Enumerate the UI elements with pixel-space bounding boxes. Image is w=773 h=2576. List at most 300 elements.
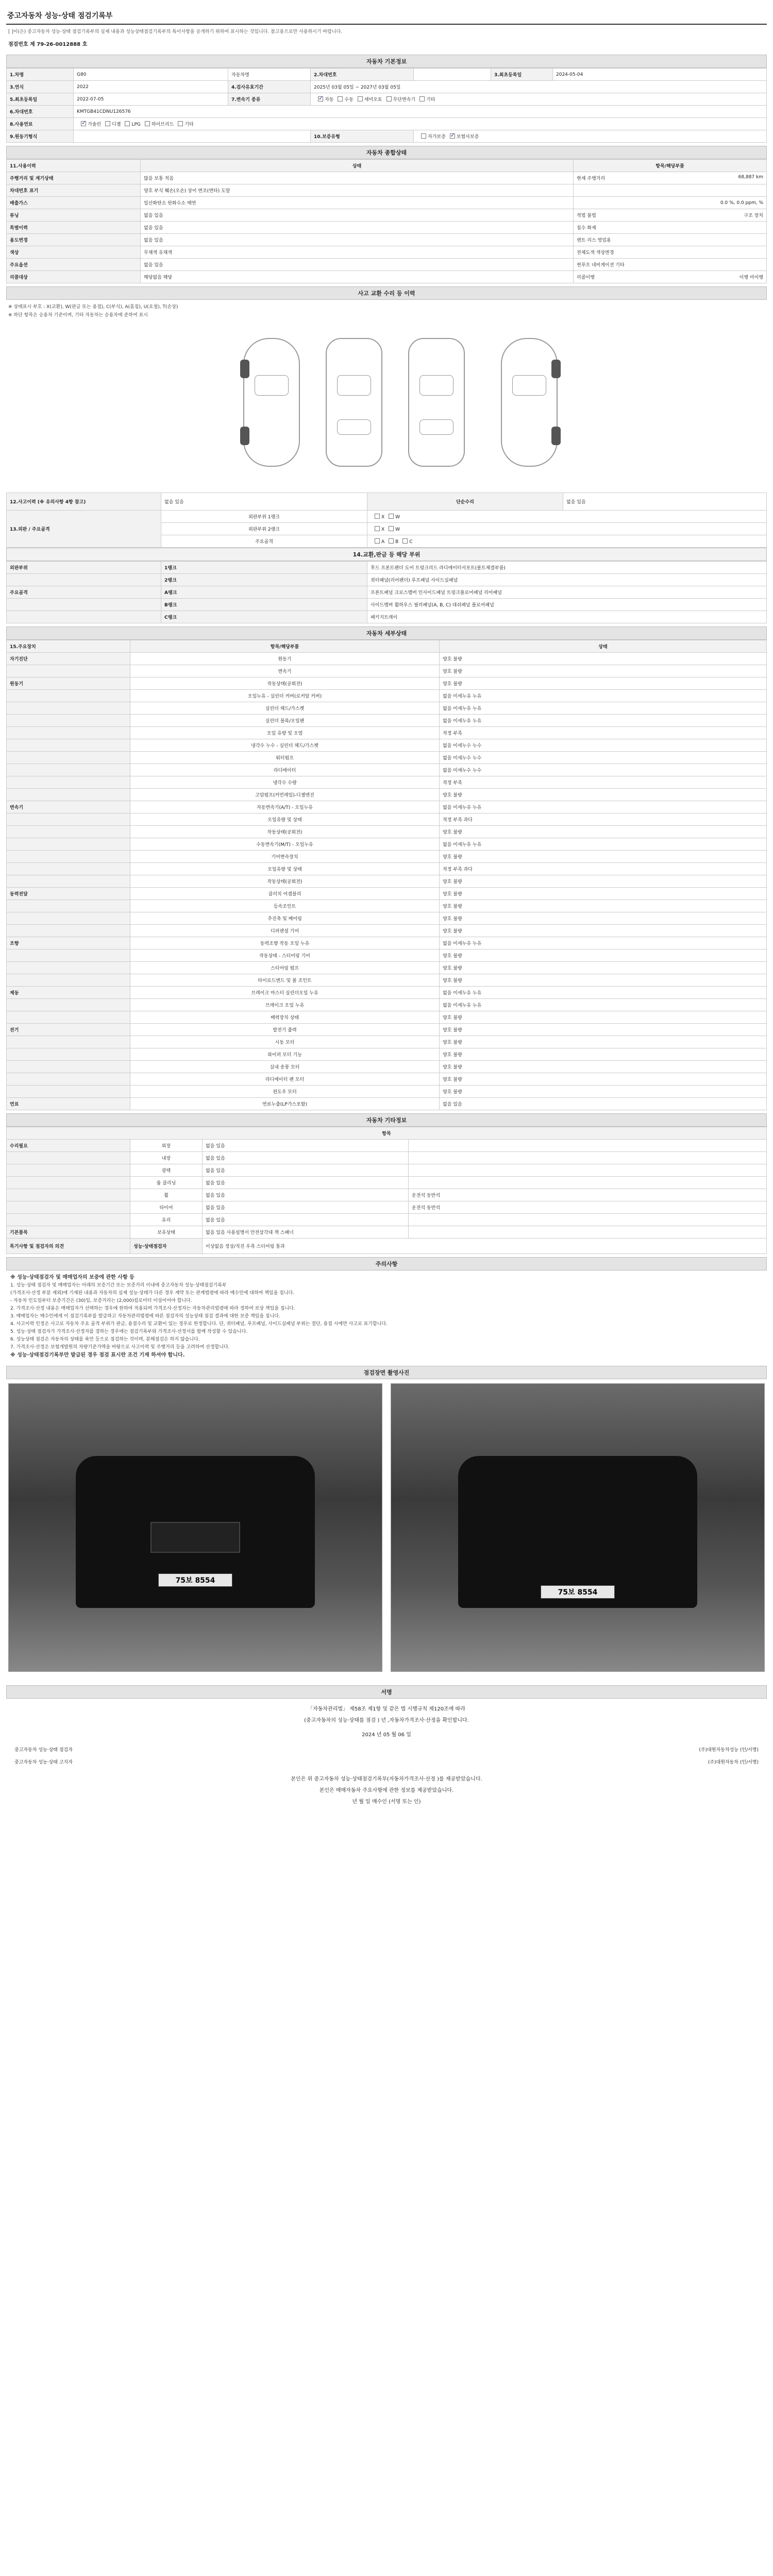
- detail-item: 시동 모터: [130, 1036, 440, 1048]
- overall-row: [7, 184, 767, 197]
- parts-row: [7, 586, 767, 599]
- overall-row: [7, 209, 767, 222]
- overall-label: 특별이력: [7, 222, 141, 234]
- other-row: [7, 1152, 767, 1164]
- wheel-icon: [551, 360, 561, 378]
- detail-status: 양호 불량: [440, 789, 767, 801]
- overall-table: [6, 159, 767, 283]
- detail-status: 양호 불량: [440, 888, 767, 900]
- parts-cell: B랭크: [161, 599, 367, 611]
- detail-group: [7, 752, 130, 764]
- checkbox: [450, 133, 455, 139]
- parts-cell: 패키지트레이: [367, 611, 767, 623]
- detail-item: 오일유량 및 상태: [130, 814, 440, 826]
- other-item: 광택: [130, 1164, 203, 1177]
- basic-label: 8.사용연료: [7, 118, 74, 130]
- car-top-frame-icon: [408, 338, 465, 467]
- checkbox: [358, 96, 363, 101]
- detail-item: 수동변속기(M/T) - 오일누유: [130, 838, 440, 851]
- note-line: (가격조사·산정 부분 제외)에 기재된 내용과 자동차의 실제 성능·상태가 다른 경우 계약 또는 관계법령에 따라 매수인에 대하여 책임을 집니다.: [10, 1291, 295, 1296]
- overall-value: 양호 부식 훼손(오손) 상이 변조(변타) 도말: [141, 184, 574, 197]
- checkbox: [178, 121, 183, 126]
- other-status: 없음 있음: [203, 1201, 409, 1214]
- detail-item: 배력장치 상태: [130, 1011, 440, 1024]
- detail-group: [7, 776, 130, 789]
- other-status: 없음 있음: [203, 1152, 409, 1164]
- detail-row: [7, 801, 767, 814]
- detail-row: [7, 888, 767, 900]
- detail-row: [7, 1011, 767, 1024]
- detail-item: 라디에이터 팬 모터: [130, 1073, 440, 1086]
- overall-row: [7, 197, 767, 209]
- overall-value: 해당없음 해당: [141, 271, 574, 283]
- sign-line: 본인은 위 중고자동차 성능·상태점검기록부(자동차가격조사·산정 )를 제공받았습니다.: [291, 1776, 482, 1782]
- detail-status: 양호 불량: [440, 1048, 767, 1061]
- detail-group: 변속기: [7, 801, 130, 814]
- overall-note-value: 이행 미이행: [739, 275, 763, 280]
- other-status: 없음 있음: [203, 1164, 409, 1177]
- detail-status: 없음 미세누유 누유: [440, 999, 767, 1011]
- checkbox: [145, 121, 150, 126]
- other-row: [7, 1214, 767, 1226]
- sign-line: (중고자동차의 성능·상태를 점검 ) 년 ,자동차가격조사·산정을 확인합니다.: [304, 1718, 469, 1723]
- other-group: 수리필요: [7, 1140, 130, 1152]
- detail-row: [7, 999, 767, 1011]
- option-label: 수동: [344, 97, 354, 103]
- accident-value: 없음 있음: [161, 493, 367, 511]
- other-extra: [409, 1152, 767, 1164]
- other-status: 없음 있음 사용설명서 안전삼각대 잭 스패너: [203, 1226, 409, 1239]
- overall-value: 없음 있음: [141, 222, 574, 234]
- checkbox: [375, 538, 380, 544]
- section-basic: 자동차 기본정보: [6, 55, 767, 68]
- overall-note: [574, 222, 767, 234]
- parts-cell: 후드 프론트펜더 도어 트렁크리드 라디에이터서포트(볼트체결부품): [367, 562, 767, 574]
- detail-item: 브레이크 오일 누유: [130, 999, 440, 1011]
- overall-label: 튜닝: [7, 209, 141, 222]
- overall-note-value: 68,887 km: [738, 175, 763, 180]
- opinion-text: 이상없음 정상/직진 우측 스티어링 통과: [203, 1239, 767, 1254]
- detail-row: [7, 1098, 767, 1110]
- parts-row: [7, 574, 767, 586]
- parts-row: 외판부위 2랭크: [161, 523, 367, 535]
- option-label: 기타: [426, 97, 435, 103]
- detail-row: [7, 814, 767, 826]
- detail-status: 양호 불량: [440, 875, 767, 888]
- basic-value: 2025년 03월 05일 ~ 2027년 03월 05일: [311, 81, 767, 93]
- basic-value: 2022-07-05: [74, 93, 228, 106]
- other-group: [7, 1201, 130, 1214]
- detail-row: [7, 1061, 767, 1073]
- basic-label: 7.변속기 종류: [228, 93, 311, 106]
- checkbox: [419, 96, 425, 101]
- other-extra: [409, 1226, 767, 1239]
- detail-row: [7, 702, 767, 715]
- detail-group: 자기진단: [7, 653, 130, 665]
- checkbox: [125, 121, 130, 126]
- overall-note-value: 0.0 %, 0.0 ppm, %: [720, 200, 763, 206]
- checkbox: [421, 133, 426, 139]
- sign-block: [6, 1699, 767, 1813]
- detail-item: 스티어링 펌프: [130, 962, 440, 974]
- parts-options: A B C: [367, 535, 767, 548]
- detail-status: 양호 불량: [440, 1024, 767, 1036]
- other-extra: [409, 1140, 767, 1152]
- detail-status: 적정 부족: [440, 727, 767, 739]
- basic-value: G80: [74, 69, 228, 81]
- overall-label: 용도변경: [7, 234, 141, 246]
- detail-status: 없음 미세누유 누유: [440, 937, 767, 950]
- option-label: 보험사보증: [456, 134, 479, 140]
- detail-group: [7, 950, 130, 962]
- overall-note-value: 구조 장치: [744, 213, 763, 218]
- basic-value: KMTGB41CDNU126576: [74, 106, 767, 118]
- detail-row: [7, 715, 767, 727]
- section-sign: 서명: [6, 1685, 767, 1699]
- detail-group: [7, 1011, 130, 1024]
- detail-group: [7, 863, 130, 875]
- detail-status: 없음 미세누유 누유: [440, 838, 767, 851]
- overall-value: 없음 있음: [141, 234, 574, 246]
- detail-status: 양호 불량: [440, 1086, 767, 1098]
- detail-status: 없음 미세누수 누수: [440, 752, 767, 764]
- detail-item: 타이로드엔드 및 볼 조인트: [130, 974, 440, 987]
- detail-head: 15.주요장치: [7, 640, 130, 653]
- legend-line: ※ 하단 항목은 승용차 기준이며, 기타 자동차는 승용차에 준하여 표시: [8, 313, 148, 318]
- detail-item: 와이퍼 모터 기능: [130, 1048, 440, 1061]
- note-line: - 자동차 인도일부터 보증기간은 (30)일, 보증거리는 (2,000)킬로미터 이상이어야 합니다.: [10, 1298, 192, 1303]
- parts-row: [7, 562, 767, 574]
- detail-item: 브레이크 마스터 실린더오일 누유: [130, 987, 440, 999]
- overall-head: 11.사용이력: [7, 160, 141, 172]
- detail-status: 적정 부족 과다: [440, 863, 767, 875]
- detail-row: [7, 1024, 767, 1036]
- section-damage: 사고 교환 수리 등 이력: [6, 286, 767, 300]
- parts-table: [6, 561, 767, 623]
- detail-item: 실린더 헤드/가스켓: [130, 702, 440, 715]
- detail-item: 추진축 및 베어링: [130, 912, 440, 925]
- detail-item: 연료누출(LP가스포함): [130, 1098, 440, 1110]
- car-side-left-icon: [243, 338, 300, 467]
- detail-row: [7, 752, 767, 764]
- detail-status: 양호 불량: [440, 677, 767, 690]
- other-status: 없음 있음: [203, 1140, 409, 1152]
- notes-block: [6, 1270, 767, 1363]
- overall-note-label: 렌트 리스 영업용: [577, 238, 611, 243]
- parts-row: 주요골격: [161, 535, 367, 548]
- overall-label: 배출가스: [7, 197, 141, 209]
- detail-row: [7, 937, 767, 950]
- other-extra: [409, 1214, 767, 1226]
- rear-photo: [391, 1383, 765, 1672]
- checkbox: [389, 526, 394, 531]
- detail-status: 없음 미세누유 누유: [440, 987, 767, 999]
- parts-cell: C랭크: [161, 611, 367, 623]
- basic-label: 5.최초등록일: [7, 93, 74, 106]
- detail-head: 항목/해당부품: [130, 640, 440, 653]
- detail-status: 양호 불량: [440, 974, 767, 987]
- parts-label: 13.외판 / 주요골격: [7, 511, 161, 548]
- basic-value: [74, 130, 311, 143]
- detail-item: 실내 송풍 모터: [130, 1061, 440, 1073]
- detail-item: 오일유량 및 상태: [130, 863, 440, 875]
- other-group: [7, 1177, 130, 1189]
- option-label: 자동: [325, 97, 334, 103]
- option-label: 하이브리드: [151, 122, 174, 127]
- license-plate: 75보 8554: [541, 1585, 615, 1599]
- parts-row: [7, 599, 767, 611]
- other-group: [7, 1164, 130, 1177]
- detail-row: [7, 1036, 767, 1048]
- overall-note: [574, 184, 767, 197]
- detail-item: 기어변속장치: [130, 851, 440, 863]
- detail-item: 동력조향 작동 오일 누유: [130, 937, 440, 950]
- detail-group: [7, 900, 130, 912]
- overall-label: 차대번호 표기: [7, 184, 141, 197]
- detail-item: 클러치 어셈블리: [130, 888, 440, 900]
- detail-status: 양호 불량: [440, 1073, 767, 1086]
- checkbox: [81, 121, 86, 126]
- detail-item: 자동변속기(A/T) - 오일누유: [130, 801, 440, 814]
- detail-status: 양호 불량: [440, 1036, 767, 1048]
- overall-note: [574, 197, 767, 209]
- basic-label: 1.차명: [7, 69, 74, 81]
- detail-status: 없음 미세누유 누유: [440, 702, 767, 715]
- overall-row: [7, 271, 767, 283]
- detail-group: [7, 875, 130, 888]
- note-line: 1. 성능·상태 점검자 및 매매업자는 아래의 보증기간 또는 보증거리 이내에 중고자동차 성능·상태점검기록부: [10, 1283, 227, 1288]
- other-item: 외장: [130, 1140, 203, 1152]
- detail-group: [7, 838, 130, 851]
- transmission-options: [311, 93, 767, 106]
- detail-row: [7, 1048, 767, 1061]
- other-row: [7, 1140, 767, 1152]
- detail-group: [7, 1061, 130, 1073]
- wheel-icon: [240, 427, 249, 445]
- detail-item: 윈도우 모터: [130, 1086, 440, 1098]
- detail-group: [7, 1073, 130, 1086]
- detail-row: [7, 912, 767, 925]
- other-item: 휠: [130, 1189, 203, 1201]
- other-group: [7, 1189, 130, 1201]
- parts-cell: A랭크: [161, 586, 367, 599]
- detail-item: 고압펌프(커먼레일)-디젤엔진: [130, 789, 440, 801]
- detail-row: [7, 653, 767, 665]
- opinion-label: 특기사항 및 점검자의 의견: [7, 1239, 130, 1254]
- other-item: 룸 클리닝: [130, 1177, 203, 1189]
- detail-status: 없음 미세누수 누수: [440, 764, 767, 776]
- detail-row: [7, 826, 767, 838]
- sign-entity: (주)대원자동차 (인/서명): [708, 1760, 759, 1765]
- other-status: 없음 있음: [203, 1214, 409, 1226]
- overall-note: [574, 259, 767, 271]
- front-photo: [8, 1383, 382, 1672]
- wheel-icon: [551, 427, 561, 445]
- detail-group: 연료: [7, 1098, 130, 1110]
- repair-value: 없음 있음: [563, 493, 767, 511]
- note-line: 2. 가격조사·산정 내용은 매매업자가 선택하는 경우에 한하여 적용되며 가격조사·산정자는 자동차관리법령에 따라 정하여 보상 책임을 집니다.: [10, 1306, 295, 1311]
- detail-group: [7, 665, 130, 677]
- other-extra: 운전석 동반석: [409, 1189, 767, 1201]
- section-notes: 주의사항: [6, 1257, 767, 1270]
- detail-group: 제동: [7, 987, 130, 999]
- parts-options: X W: [367, 511, 767, 523]
- overall-value: 없음 있음: [141, 259, 574, 271]
- detail-status: 양호 불량: [440, 900, 767, 912]
- overall-label: 색상: [7, 246, 141, 259]
- parts-cell: 사이드멤버 휠하우스 필러패널(A, B, C) 대쉬패널 플로어패널: [367, 599, 767, 611]
- window-icon: [337, 375, 371, 396]
- parts-cell: 프론트패널 크로스멤버 인사이드패널 트렁크플로어패널 리어패널: [367, 586, 767, 599]
- detail-group: [7, 925, 130, 937]
- detail-status: 적정 부족 과다: [440, 814, 767, 826]
- basic-value: 2024-05-04: [553, 69, 767, 81]
- detail-row: [7, 789, 767, 801]
- detail-row: [7, 925, 767, 937]
- other-row: [7, 1177, 767, 1189]
- inspection-number: 점검번호 제 79-26-0012888 호: [8, 42, 88, 47]
- overall-value: 일산화탄소 탄화수소 매연: [141, 197, 574, 209]
- other-extra: [409, 1164, 767, 1177]
- overall-note-label: 적법 불법: [577, 213, 596, 218]
- detail-item: 작동상태(공회전): [130, 875, 440, 888]
- basic-label: 6.차대번호: [7, 106, 74, 118]
- overall-row: [7, 234, 767, 246]
- opinion-inspector: 성능·상태점검자: [130, 1239, 203, 1254]
- accident-table: [6, 493, 767, 548]
- option-label: 세미오토: [364, 97, 382, 103]
- other-extra: 운전석 동반석: [409, 1201, 767, 1214]
- overall-note-label: 침수 화재: [577, 226, 596, 231]
- detail-group: [7, 912, 130, 925]
- parts-cell: [7, 599, 161, 611]
- overall-note-label: 현재 주행거리: [577, 176, 606, 181]
- detail-status: 적정 부족: [440, 776, 767, 789]
- detail-status: 없음 있음: [440, 1098, 767, 1110]
- detail-row: [7, 863, 767, 875]
- legend-line: ※ 상태표시 부호 : X(교환), W(판금 또는 용접), C(부식), A(흠집), U(요철), T(손상): [8, 304, 178, 310]
- overall-note-label: 썬루프 네비게이션 기타: [577, 263, 625, 268]
- detail-group: [7, 690, 130, 702]
- warranty-options: [414, 130, 767, 143]
- other-group: [7, 1152, 130, 1164]
- notes-end: ※ 성능·상태점검기록부만 발급된 경우 점검 표시란 조건 기재 하셔야 합니다.: [10, 1352, 185, 1358]
- option-label: 자가보증: [428, 134, 446, 140]
- overall-row: [7, 172, 767, 184]
- window-icon: [419, 419, 453, 435]
- accident-label: 12.사고이력 (※ 유의사항 4항 참고): [7, 493, 161, 511]
- detail-group: [7, 715, 130, 727]
- sign-date: 2024 년 05 월 06 일: [362, 1732, 411, 1738]
- overall-value: 없음 있음: [141, 209, 574, 222]
- detail-status: 없음 미세누수 누수: [440, 739, 767, 752]
- parts-cell: 주요골격: [7, 586, 161, 599]
- other-group: [7, 1214, 130, 1226]
- parts-cell: 1랭크: [161, 562, 367, 574]
- report-notice: [ ]이(은) 중고자동차 성능·상태 점검기록부의 실제 내용과 성능상태점검기록부의 특이사항을 공개하기 위하여 표시하는 것입니다. 참고용으로만 사용하시기 바랍니다.: [8, 29, 343, 35]
- basic-note: 자동차명: [228, 69, 311, 81]
- overall-note: [574, 209, 767, 222]
- detail-row: [7, 962, 767, 974]
- detail-item: 작동상태(공회전): [130, 677, 440, 690]
- basic-info-table: [6, 68, 767, 143]
- detail-status: 양호 불량: [440, 1061, 767, 1073]
- detail-group: [7, 962, 130, 974]
- basic-value: [414, 69, 491, 81]
- detail-group: [7, 814, 130, 826]
- wheel-icon: [240, 360, 249, 378]
- detail-head: 상태: [440, 640, 767, 653]
- overall-value: 무채색 유채색: [141, 246, 574, 259]
- section-photo: 점검장면 촬영사진: [6, 1366, 767, 1379]
- notes-list: [10, 1282, 763, 1351]
- parts-cell: [7, 574, 161, 586]
- fuel-options: [74, 118, 767, 130]
- sign-role: 중고자동차 성능·상태 고지자: [14, 1760, 73, 1765]
- repair-label: 단순수리: [367, 493, 563, 511]
- detail-group: [7, 764, 130, 776]
- basic-label: 3.연식: [7, 81, 74, 93]
- basic-label: 3.최초등록일: [491, 69, 553, 81]
- parts-row: 외판부위 1랭크: [161, 511, 367, 523]
- photo-area: [6, 1383, 767, 1682]
- detail-item: 변속기: [130, 665, 440, 677]
- sign-line: 년 월 일 매수인 (서명 또는 인): [352, 1799, 421, 1805]
- checkbox: [375, 514, 380, 519]
- option-label: 기타: [184, 122, 194, 127]
- detail-row: [7, 987, 767, 999]
- overall-row: [7, 246, 767, 259]
- overall-note: [574, 271, 767, 283]
- detail-item: 냉각수 수량: [130, 776, 440, 789]
- detail-row: [7, 838, 767, 851]
- detail-item: 냉각수 누수 - 실린더 헤드/가스켓: [130, 739, 440, 752]
- overall-note-label: 리콜이행: [577, 275, 595, 280]
- detail-status: 양호 불량: [440, 826, 767, 838]
- note-line: 3. 매매업자는 매수인에게 이 점검기록부를 발급하고 자동차관리법령에 따른 점검자의 성능상태 점검 결과에 대한 보증 책임을 집니다.: [10, 1314, 280, 1319]
- detail-group: [7, 826, 130, 838]
- parts-cell: 외판부위: [7, 562, 161, 574]
- detail-row: [7, 1073, 767, 1086]
- basic-label: 2.차대번호: [311, 69, 414, 81]
- detail-item: 원동기: [130, 653, 440, 665]
- window-icon: [255, 375, 289, 396]
- detail-status: 양호 불량: [440, 653, 767, 665]
- detail-row: [7, 851, 767, 863]
- note-line: 5. 성능·상태 점검자가 가격조사·산정자를 겸하는 경우에는 점검기록부와 가격조사·산정서를 함께 작성할 수 있습니다.: [10, 1329, 248, 1334]
- detail-group: [7, 789, 130, 801]
- detail-item: 작동상태 - 스티어링 기어: [130, 950, 440, 962]
- detail-item: 등속조인트: [130, 900, 440, 912]
- detail-status: 없음 미세누유 누유: [440, 801, 767, 814]
- detail-status: 없음 미세누유 누유: [440, 715, 767, 727]
- parts-cell: 2랭크: [161, 574, 367, 586]
- report-title: 중고자동차 성능·상태 점검기록부: [6, 7, 767, 25]
- option-label: 디젤: [112, 122, 121, 127]
- other-item: 유리: [130, 1214, 203, 1226]
- note-line: 7. 가격조사·산정은 보험개발원의 차량기준가액을 바탕으로 사고이력 및 주행거리 등을 고려하여 산정합니다.: [10, 1345, 230, 1350]
- overall-label: 리콜대상: [7, 271, 141, 283]
- overall-row: [7, 222, 767, 234]
- detail-row: [7, 727, 767, 739]
- detail-row: [7, 974, 767, 987]
- detail-row: [7, 677, 767, 690]
- report-page: [6, 7, 767, 2576]
- detail-group: [7, 702, 130, 715]
- detail-table: [6, 640, 767, 1110]
- other-item: 보유상태: [130, 1226, 203, 1239]
- basic-label: 4.검사유효기간: [228, 81, 311, 93]
